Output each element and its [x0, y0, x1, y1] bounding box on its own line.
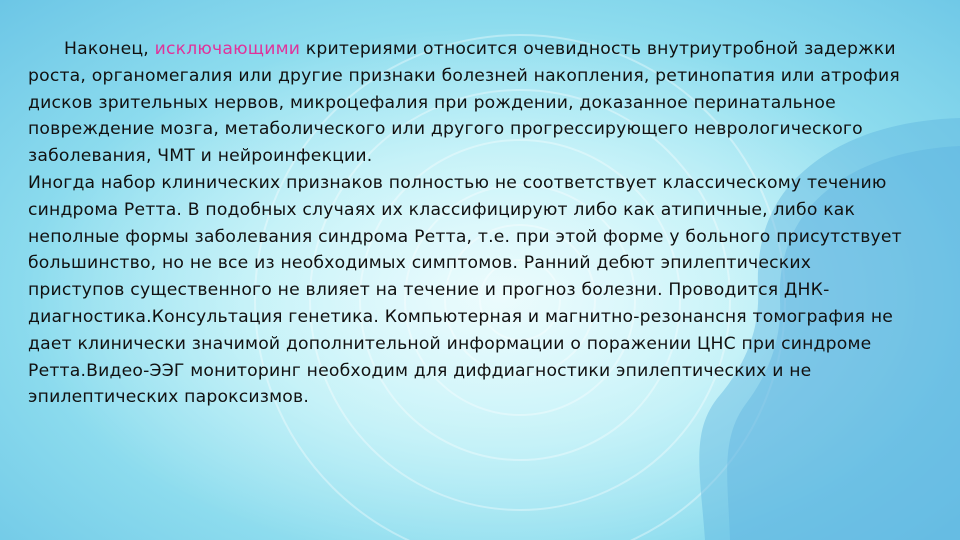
paragraph-atypical-forms: Иногда набор клинических признаков полностью не соответствует классическому течению синдрома Ретта. В подобных случаях их классифицируют либо как атипичные, либо как неполные формы заболевания синдрома Ретта, т.е. при этой форме у больного присутствует большинство, но не все из необходимых симптомов. Ранний дебют эпилептических приступов существенного не влияет на течение и прогноз болезни. Проводится ДНК-диагностика.Консультация генетика. Компьютерная и магнитно-резонансня томография не дает клинически значимой дополнительной информации о поражении ЦНС при синдроме Ретта.Видео-ЭЭГ мониторинг необходим для дифдиагностики эпилептических и не эпилептических пароксизмов.	[28, 172, 902, 408]
highlight-term: исключающими	[154, 39, 301, 59]
body-text	[28, 36, 908, 411]
paragraph1-rest: критериями относится очевидность внутриутробной задержки роста, органомегалия или другие признаки болезней накопления, ретинопатия или атрофия дисков зрительных нервов, микроцефалия при рождении, доказанное перинатальное повреждение мозга, метаболического или другого прогрессирующего неврологического заболевания, ЧМТ и нейроинфекции.	[28, 39, 900, 167]
paragraph-exclusion-criteria	[28, 36, 908, 170]
paragraph1-prefix: Наконец,	[64, 39, 155, 59]
